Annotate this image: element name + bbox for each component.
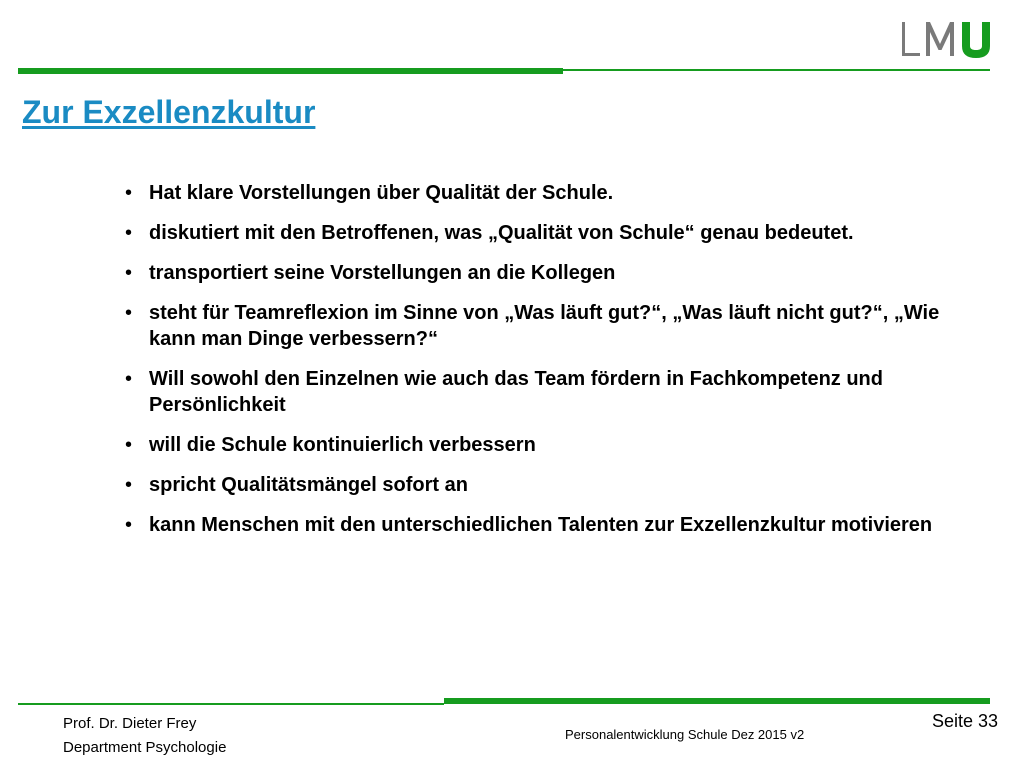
bullet-dot: • <box>125 222 133 244</box>
bullet-dot: • <box>125 368 133 390</box>
bullet-dot: • <box>125 474 133 496</box>
footer-author: Prof. Dr. Dieter Frey <box>63 715 197 732</box>
bullet-dot: • <box>125 262 133 284</box>
bullet-item: • steht für Teamreflexion im Sinne von „Was läuft gut?“, „Was läuft nicht gut?“, „Wie kann man Dinge verbessern?“ <box>125 302 940 350</box>
footer-rule-thin <box>18 703 444 705</box>
slide-title: Zur Exzellenzkultur <box>22 94 316 130</box>
bullet-item: • Will sowohl den Einzelnen wie auch das Team fördern in Fachkompetenz und Persönlichkeit <box>125 368 883 416</box>
header-rule-thick <box>18 68 563 74</box>
bullet-item: • transportiert seine Vorstellungen an die Kollegen <box>125 262 616 284</box>
footer-presentation-title: Personalentwicklung Schule Dez 2015 v2 <box>565 727 805 742</box>
bullet-dot: • <box>125 302 133 324</box>
footer-author-block <box>63 712 226 760</box>
bullet-dot: • <box>125 182 133 204</box>
lmu-logo <box>900 18 992 60</box>
bullet-dot: • <box>125 434 133 456</box>
bullet-item: • diskutiert mit den Betroffenen, was „Qualität von Schule“ genau bedeutet. <box>125 222 854 244</box>
bullet-item: • Hat klare Vorstellungen über Qualität der Schule. <box>125 182 614 204</box>
page-number: Seite 33 <box>931 711 998 731</box>
bullet-item: • spricht Qualitätsmängel sofort an <box>125 474 468 496</box>
bullet-dot: • <box>125 514 133 536</box>
bullet-item: • kann Menschen mit den unterschiedlichen Talenten zur Exzellenzkultur motivieren <box>125 514 933 536</box>
header-rule-thin <box>563 69 990 71</box>
footer-department: Department Psychologie <box>63 739 227 756</box>
footer-rule-thick <box>444 698 990 704</box>
bullet-item: • will die Schule kontinuierlich verbessern <box>125 434 536 456</box>
bullet-list <box>125 180 955 552</box>
